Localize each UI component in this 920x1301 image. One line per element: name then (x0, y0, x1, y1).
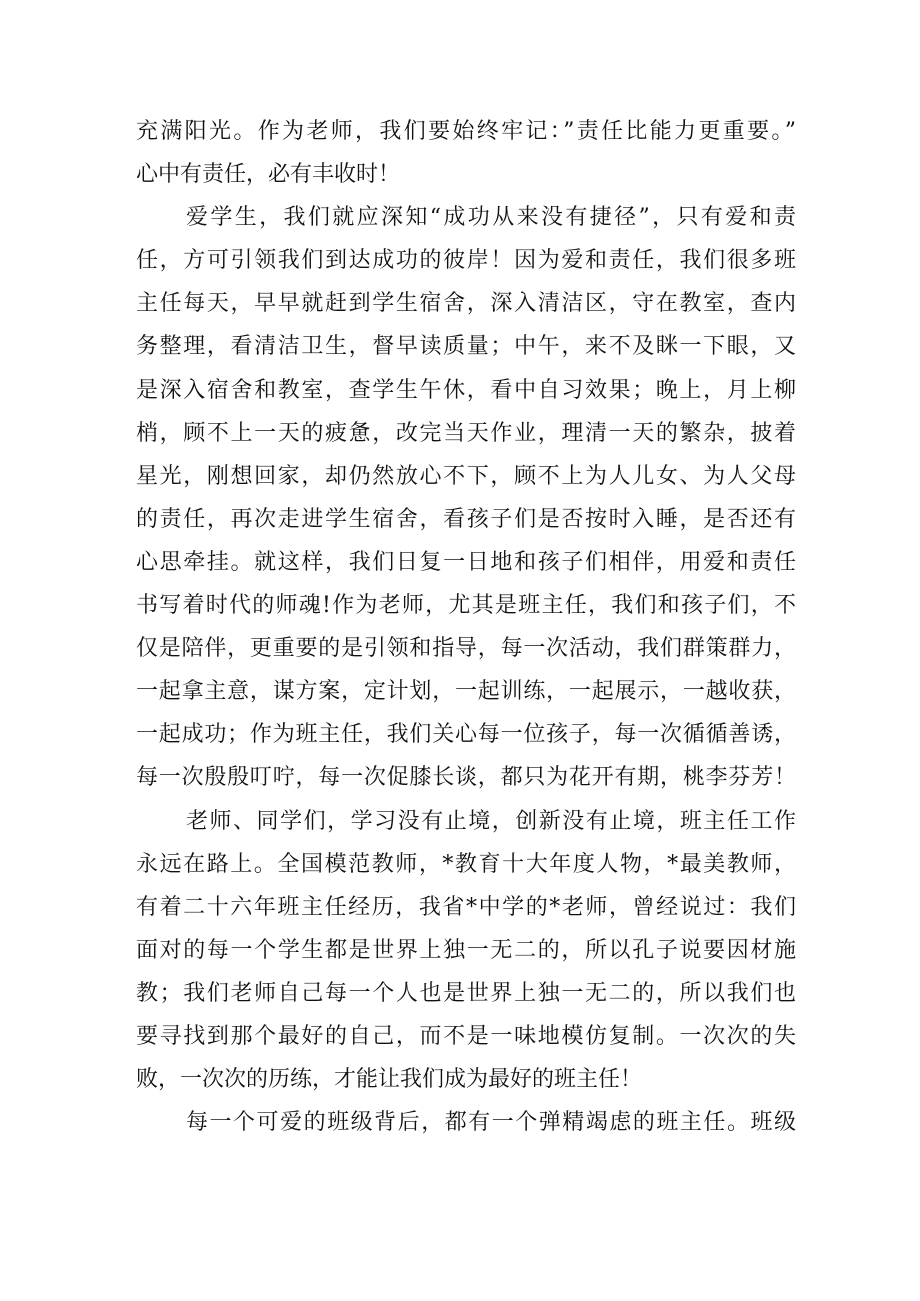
text-line: 仅是陪伴，更重要的是引领和指导，每一次活动，我们群策群力， (136, 636, 796, 662)
text-line: 要寻找到那个最好的自己，而不是一味地模仿复制。一次次的失 (136, 1023, 796, 1049)
text-line: 务整理，看清洁卫生，督早读质量；中午，来不及眯一下眼，又 (136, 334, 796, 360)
text-line: 有着二十六年班主任经历，我省*中学的*老师，曾经说过：我们 (136, 894, 796, 920)
text-line: 一起拿主意，谋方案，定计划，一起训练，一起展示，一越收获， (136, 679, 796, 705)
text-line: 的责任，再次走进学生宿舍，看孩子们是否按时入睡，是否还有 (136, 506, 796, 532)
paragraph-start-line: 老师、同学们，学习没有止境，创新没有止境，班主任工作 (186, 808, 796, 834)
text-line: 面对的每一个学生都是世界上独一无二的，所以孔子说要因材施 (136, 937, 796, 963)
body-text (136, 110, 796, 1144)
text-line: 书写着时代的师魂!作为老师，尤其是班主任，我们和孩子们，不 (136, 593, 796, 619)
paragraph-start-line: 爱学生，我们就应深知“成功从来没有捷径”，只有爱和责 (186, 205, 796, 231)
paragraph-end-line: 心中有责任，必有丰收时！ (136, 162, 401, 188)
text-line: 任，方可引领我们到达成功的彼岸！因为爱和责任，我们很多班 (136, 248, 796, 274)
text-line: 心思牵挂。就这样，我们日复一日地和孩子们相伴，用爱和责任 (136, 549, 796, 575)
text-line: 主任每天，早早就赶到学生宿舍，深入清洁区，守在教室，查内 (136, 291, 796, 317)
text-line: 一起成功；作为班主任，我们关心每一位孩子，每一次循循善诱， (136, 722, 796, 748)
text-line: 充满阳光。作为老师，我们要始终牢记：”责任比能力更重要。” (136, 119, 796, 144)
text-line: 教；我们老师自己每一个人也是世界上独一无二的，所以我们也 (136, 980, 796, 1006)
text-line: 是深入宿舍和教室，查学生午休，看中自习效果；晚上，月上柳 (136, 377, 796, 403)
paragraph-end-line: 败，一次次的历练，才能让我们成为最好的班主任！ (136, 1067, 643, 1093)
text-line: 每一次殷殷叮咛，每一次促膝长谈，都只为花开有期，桃李芬芳！ (136, 765, 796, 791)
paragraph-start-line: 每一个可爱的班级背后，都有一个弹精竭虑的班主任。班级 (186, 1110, 796, 1136)
text-line: 星光，刚想回家，却仍然放心不下，顾不上为人儿女、为人父母 (136, 463, 796, 489)
text-line: 梢，顾不上一天的疲惫，改完当天作业，理清一天的繁杂，披着 (136, 420, 796, 446)
text-line: 永远在路上。全国模范教师，*教育十大年度人物，*最美教师， (136, 851, 796, 877)
